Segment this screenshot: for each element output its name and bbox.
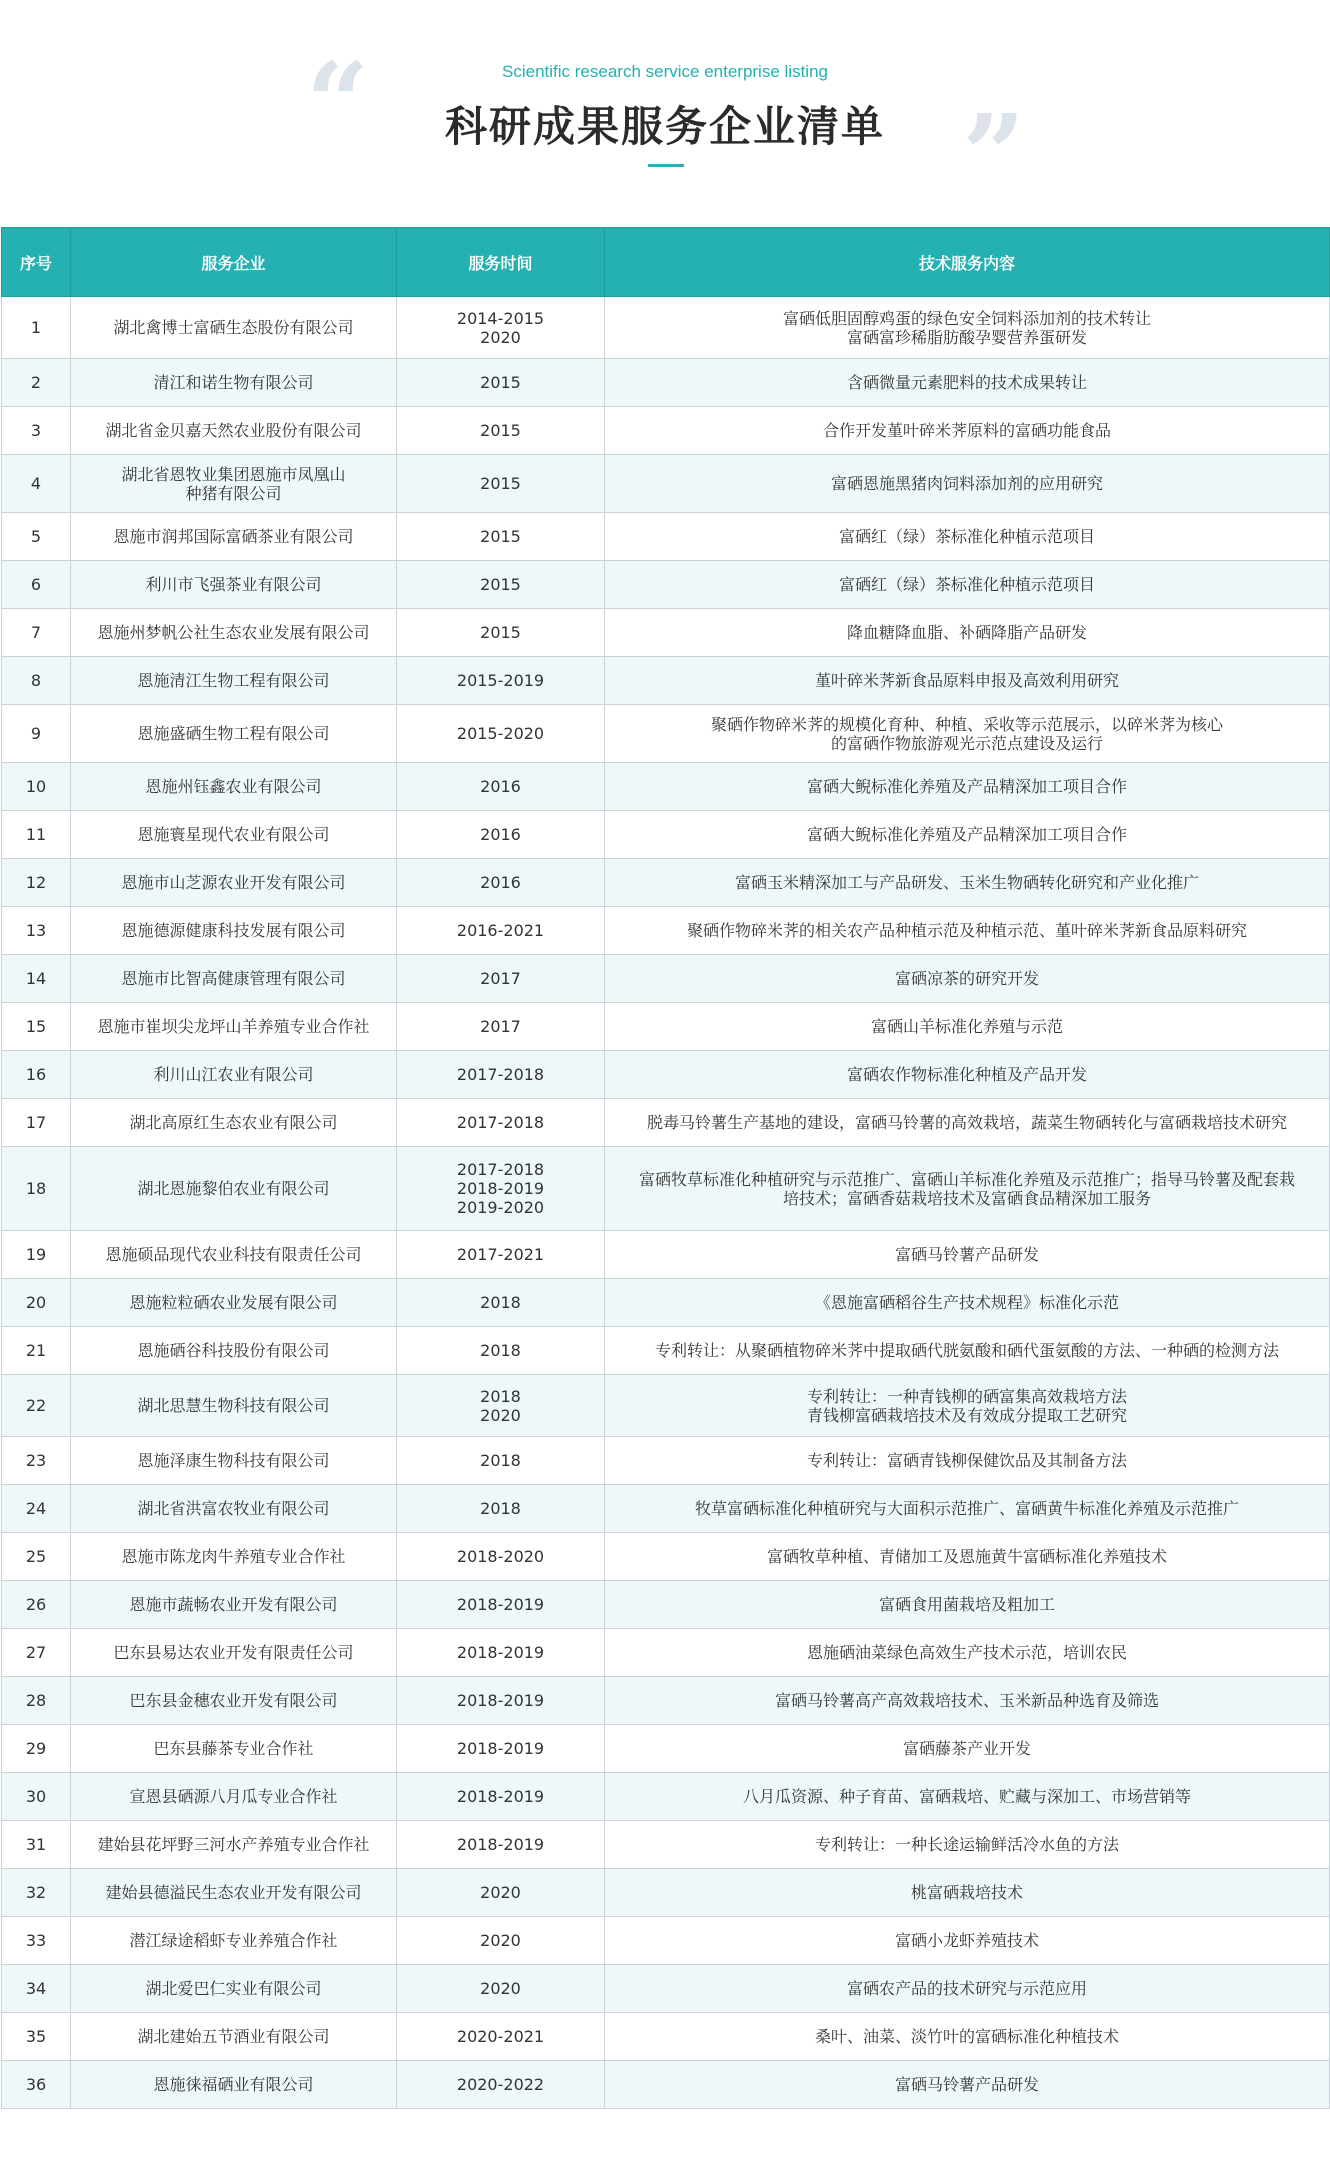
cell-content: 脱毒马铃薯生产基地的建设，富硒马铃薯的高效栽培，蔬菜生物硒转化与富硒栽培技术研究 (605, 1099, 1330, 1147)
cell-company: 恩施市比智高健康管理有限公司 (71, 955, 397, 1003)
cell-company: 恩施寰星现代农业有限公司 (71, 811, 397, 859)
table-row (2, 455, 1330, 513)
cell-content: 富硒马铃薯产品研发 (605, 2061, 1330, 2109)
cell-time: 2015 (397, 455, 605, 513)
table-row (2, 1965, 1330, 2013)
cell-number: 15 (2, 1003, 71, 1051)
cell-company: 湖北爱巴仁实业有限公司 (71, 1965, 397, 2013)
table-row (2, 1327, 1330, 1375)
cell-content: 聚硒作物碎米荠的相关农产品种植示范及种植示范、堇叶碎米荠新食品原料研究 (605, 907, 1330, 955)
cell-number: 25 (2, 1533, 71, 1581)
cell-company: 恩施州钰鑫农业有限公司 (71, 763, 397, 811)
cell-company: 恩施市润邦国际富硒茶业有限公司 (71, 513, 397, 561)
table-row (2, 1147, 1330, 1231)
cell-company: 恩施市陈龙肉牛养殖专业合作社 (71, 1533, 397, 1581)
cell-company: 恩施市崔坝尖龙坪山羊养殖专业合作社 (71, 1003, 397, 1051)
cell-number: 30 (2, 1773, 71, 1821)
cell-time: 2017 (397, 955, 605, 1003)
cell-company: 恩施泽康生物科技有限公司 (71, 1437, 397, 1485)
column-header-content: 技术服务内容 (605, 228, 1330, 297)
cell-number: 2 (2, 359, 71, 407)
title-underline (648, 164, 684, 167)
cell-content: 含硒微量元素肥料的技术成果转让 (605, 359, 1330, 407)
table-row (2, 1051, 1330, 1099)
cell-time: 2017-2018 (397, 1099, 605, 1147)
cell-company: 恩施盛硒生物工程有限公司 (71, 705, 397, 763)
cell-number: 13 (2, 907, 71, 955)
cell-time: 2020 (397, 1965, 605, 2013)
table-row (2, 1677, 1330, 1725)
cell-time: 2018-2020 (397, 1533, 605, 1581)
cell-company: 建始县花坪野三河水产养殖专业合作社 (71, 1821, 397, 1869)
cell-number: 32 (2, 1869, 71, 1917)
cell-company: 湖北高原红生态农业有限公司 (71, 1099, 397, 1147)
cell-time: 2015-2020 (397, 705, 605, 763)
cell-number: 26 (2, 1581, 71, 1629)
cell-content: 富硒食用菌栽培及粗加工 (605, 1581, 1330, 1629)
table-row (2, 1533, 1330, 1581)
cell-content: 堇叶碎米荠新食品原料申报及高效利用研究 (605, 657, 1330, 705)
table-row (2, 1629, 1330, 1677)
cell-content: 富硒山羊标准化养殖与示范 (605, 1003, 1330, 1051)
cell-content: 八月瓜资源、种子育苗、富硒栽培、贮藏与深加工、市场营销等 (605, 1773, 1330, 1821)
cell-company: 湖北恩施黎伯农业有限公司 (71, 1147, 397, 1231)
cell-time: 2015 (397, 359, 605, 407)
cell-time: 2018-2019 (397, 1629, 605, 1677)
table-row (2, 811, 1330, 859)
cell-number: 17 (2, 1099, 71, 1147)
cell-company: 恩施州梦帆公社生态农业发展有限公司 (71, 609, 397, 657)
cell-number: 8 (2, 657, 71, 705)
cell-number: 27 (2, 1629, 71, 1677)
cell-time: 2018 (397, 1437, 605, 1485)
table-row (2, 657, 1330, 705)
cell-company: 巴东县易达农业开发有限责任公司 (71, 1629, 397, 1677)
cell-time: 2020 (397, 1917, 605, 1965)
cell-content: 富硒农作物标准化种植及产品开发 (605, 1051, 1330, 1099)
cell-content: 富硒藤茶产业开发 (605, 1725, 1330, 1773)
cell-number: 31 (2, 1821, 71, 1869)
cell-time: 2014-2015 2020 (397, 297, 605, 359)
cell-number: 22 (2, 1375, 71, 1437)
cell-number: 33 (2, 1917, 71, 1965)
table-row (2, 1821, 1330, 1869)
cell-number: 16 (2, 1051, 71, 1099)
cell-time: 2018 2020 (397, 1375, 605, 1437)
table-body (2, 297, 1330, 2109)
cell-number: 9 (2, 705, 71, 763)
cell-content: 牧草富硒标准化种植研究与大面积示范推广、富硒黄牛标准化养殖及示范推广 (605, 1485, 1330, 1533)
column-header-time: 服务时间 (397, 228, 605, 297)
column-header-company: 服务企业 (71, 228, 397, 297)
table-row (2, 1485, 1330, 1533)
cell-number: 34 (2, 1965, 71, 2013)
cell-content: 富硒红（绿）茶标准化种植示范项目 (605, 561, 1330, 609)
cell-content: 恩施硒油菜绿色高效生产技术示范，培训农民 (605, 1629, 1330, 1677)
column-header-number: 序号 (2, 228, 71, 297)
cell-time: 2018-2019 (397, 1773, 605, 1821)
cell-number: 6 (2, 561, 71, 609)
cell-company: 利川山江农业有限公司 (71, 1051, 397, 1099)
cell-content: 富硒大鲵标准化养殖及产品精深加工项目合作 (605, 811, 1330, 859)
cell-number: 21 (2, 1327, 71, 1375)
cell-content: 富硒马铃薯产品研发 (605, 1231, 1330, 1279)
cell-content: 专利转让：一种青钱柳的硒富集高效栽培方法 青钱柳富硒栽培技术及有效成分提取工艺研究 (605, 1375, 1330, 1437)
cell-company: 湖北省恩牧业集团恩施市凤凰山 种猪有限公司 (71, 455, 397, 513)
cell-number: 10 (2, 763, 71, 811)
cell-time: 2015-2019 (397, 657, 605, 705)
table-row (2, 2061, 1330, 2109)
cell-company: 恩施硕品现代农业科技有限责任公司 (71, 1231, 397, 1279)
table-row (2, 1437, 1330, 1485)
table-row (2, 2013, 1330, 2061)
cell-company: 湖北省金贝嘉天然农业股份有限公司 (71, 407, 397, 455)
cell-company: 潜江绿途稻虾专业养殖合作社 (71, 1917, 397, 1965)
cell-content: 《恩施富硒稻谷生产技术规程》标准化示范 (605, 1279, 1330, 1327)
cell-time: 2018 (397, 1485, 605, 1533)
cell-company: 湖北建始五节酒业有限公司 (71, 2013, 397, 2061)
cell-content: 专利转让：从聚硒植物碎米荠中提取硒代胱氨酸和硒代蛋氨酸的方法、一种硒的检测方法 (605, 1327, 1330, 1375)
cell-time: 2018 (397, 1279, 605, 1327)
cell-time: 2018-2019 (397, 1677, 605, 1725)
cell-time: 2020-2022 (397, 2061, 605, 2109)
cell-time: 2015 (397, 561, 605, 609)
cell-content: 专利转让：一种长途运输鲜活冷水鱼的方法 (605, 1821, 1330, 1869)
cell-number: 11 (2, 811, 71, 859)
table-row (2, 1581, 1330, 1629)
cell-company: 恩施粒粒硒农业发展有限公司 (71, 1279, 397, 1327)
cell-company: 建始县德溢民生态农业开发有限公司 (71, 1869, 397, 1917)
cell-number: 19 (2, 1231, 71, 1279)
cell-content: 桃富硒栽培技术 (605, 1869, 1330, 1917)
table-row (2, 763, 1330, 811)
table-row (2, 609, 1330, 657)
cell-time: 2015 (397, 513, 605, 561)
cell-number: 35 (2, 2013, 71, 2061)
page-title: 科研成果服务企业清单 (444, 102, 885, 151)
cell-company: 利川市飞强茶业有限公司 (71, 561, 397, 609)
table-row (2, 561, 1330, 609)
cell-company: 恩施市山芝源农业开发有限公司 (71, 859, 397, 907)
cell-time: 2020-2021 (397, 2013, 605, 2061)
table-row (2, 859, 1330, 907)
cell-number: 5 (2, 513, 71, 561)
page-subtitle: Scientific research service enterprise listing (502, 62, 828, 81)
cell-content: 富硒牧草标准化种植研究与示范推广、富硒山羊标准化养殖及示范推广；指导马铃薯及配套栽 培技术；富硒香菇栽培技术及富硒食品精深加工服务 (605, 1147, 1330, 1231)
cell-time: 2018-2019 (397, 1821, 605, 1869)
cell-content: 富硒大鲵标准化养殖及产品精深加工项目合作 (605, 763, 1330, 811)
cell-time: 2016-2021 (397, 907, 605, 955)
cell-company: 巴东县藤茶专业合作社 (71, 1725, 397, 1773)
cell-time: 2018 (397, 1327, 605, 1375)
table-row (2, 359, 1330, 407)
cell-company: 恩施徕福硒业有限公司 (71, 2061, 397, 2109)
cell-number: 36 (2, 2061, 71, 2109)
cell-content: 富硒红（绿）茶标准化种植示范项目 (605, 513, 1330, 561)
table-row (2, 1773, 1330, 1821)
table-row (2, 705, 1330, 763)
page-header (0, 0, 1330, 227)
cell-company: 宣恩县硒源八月瓜专业合作社 (71, 1773, 397, 1821)
cell-content: 富硒玉米精深加工与产品研发、玉米生物硒转化研究和产业化推广 (605, 859, 1330, 907)
table-row (2, 955, 1330, 1003)
cell-time: 2015 (397, 609, 605, 657)
table-row (2, 297, 1330, 359)
cell-number: 1 (2, 297, 71, 359)
cell-company: 恩施硒谷科技股份有限公司 (71, 1327, 397, 1375)
table-row (2, 407, 1330, 455)
cell-time: 2016 (397, 859, 605, 907)
cell-number: 24 (2, 1485, 71, 1533)
cell-content: 聚硒作物碎米荠的规模化育种、种植、采收等示范展示，以碎米荠为核心 的富硒作物旅游观光示范点建设及运行 (605, 705, 1330, 763)
cell-company: 巴东县金穗农业开发有限公司 (71, 1677, 397, 1725)
cell-number: 12 (2, 859, 71, 907)
cell-time: 2018-2019 (397, 1725, 605, 1773)
cell-number: 23 (2, 1437, 71, 1485)
cell-time: 2017-2018 2018-2019 2019-2020 (397, 1147, 605, 1231)
cell-company: 湖北思慧生物科技有限公司 (71, 1375, 397, 1437)
cell-content: 桑叶、油菜、淡竹叶的富硒标准化种植技术 (605, 2013, 1330, 2061)
cell-time: 2017-2018 (397, 1051, 605, 1099)
cell-number: 28 (2, 1677, 71, 1725)
table-row (2, 1917, 1330, 1965)
table-row (2, 1231, 1330, 1279)
close-quote-mark: ” (962, 90, 1026, 219)
cell-content: 富硒马铃薯高产高效栽培技术、玉米新品种选育及筛选 (605, 1677, 1330, 1725)
cell-content: 富硒凉茶的研究开发 (605, 955, 1330, 1003)
cell-number: 3 (2, 407, 71, 455)
cell-number: 7 (2, 609, 71, 657)
table-row (2, 1003, 1330, 1051)
cell-content: 富硒小龙虾养殖技术 (605, 1917, 1330, 1965)
cell-time: 2020 (397, 1869, 605, 1917)
enterprise-table (1, 227, 1330, 2109)
cell-content: 专利转让：富硒青钱柳保健饮品及其制备方法 (605, 1437, 1330, 1485)
table-row (2, 1279, 1330, 1327)
cell-number: 20 (2, 1279, 71, 1327)
cell-company: 清江和诺生物有限公司 (71, 359, 397, 407)
cell-content: 富硒恩施黑猪肉饲料添加剂的应用研究 (605, 455, 1330, 513)
cell-content: 富硒农产品的技术研究与示范应用 (605, 1965, 1330, 2013)
cell-content: 富硒牧草种植、青储加工及恩施黄牛富硒标准化养殖技术 (605, 1533, 1330, 1581)
cell-time: 2018-2019 (397, 1581, 605, 1629)
cell-company: 恩施清江生物工程有限公司 (71, 657, 397, 705)
cell-number: 4 (2, 455, 71, 513)
cell-number: 14 (2, 955, 71, 1003)
table-row (2, 1099, 1330, 1147)
cell-number: 18 (2, 1147, 71, 1231)
cell-number: 29 (2, 1725, 71, 1773)
cell-company: 湖北省洪富农牧业有限公司 (71, 1485, 397, 1533)
cell-company: 湖北禽博士富硒生态股份有限公司 (71, 297, 397, 359)
table-row (2, 1869, 1330, 1917)
cell-company: 恩施市蔬畅农业开发有限公司 (71, 1581, 397, 1629)
cell-time: 2017 (397, 1003, 605, 1051)
cell-time: 2016 (397, 811, 605, 859)
table-row (2, 907, 1330, 955)
table-header-row (2, 228, 1330, 297)
cell-time: 2016 (397, 763, 605, 811)
table-row (2, 1375, 1330, 1437)
open-quote-mark: “ (306, 38, 370, 167)
cell-time: 2017-2021 (397, 1231, 605, 1279)
cell-time: 2015 (397, 407, 605, 455)
cell-content: 降血糖降血脂、补硒降脂产品研发 (605, 609, 1330, 657)
cell-content: 合作开发堇叶碎米荠原料的富硒功能食品 (605, 407, 1330, 455)
cell-company: 恩施德源健康科技发展有限公司 (71, 907, 397, 955)
cell-content: 富硒低胆固醇鸡蛋的绿色安全饲料添加剂的技术转让 富硒富珍稀脂肪酸孕婴营养蛋研发 (605, 297, 1330, 359)
table-row (2, 513, 1330, 561)
table-row (2, 1725, 1330, 1773)
